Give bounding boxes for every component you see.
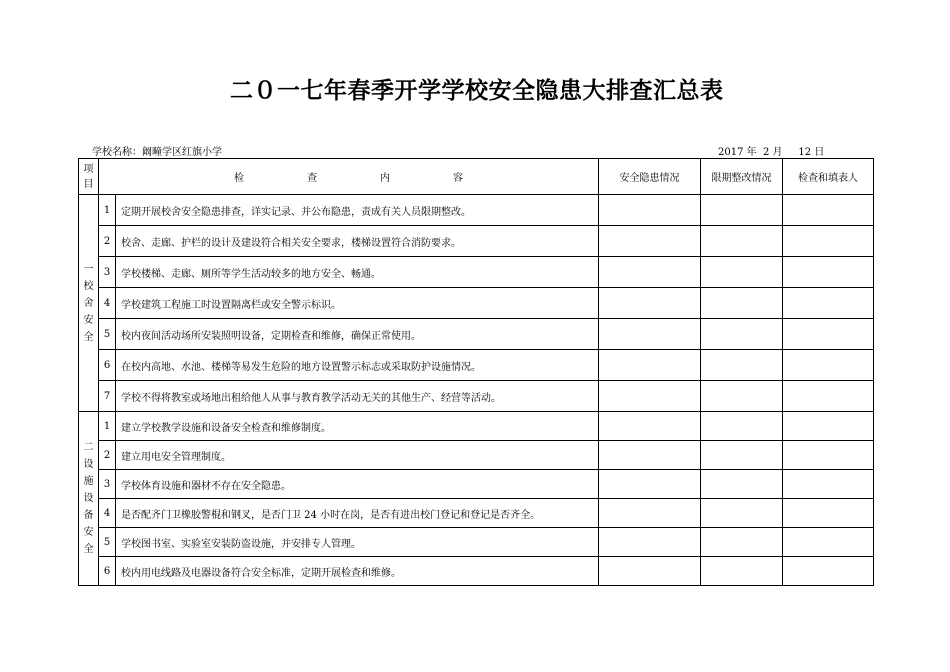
- item-number: 1: [99, 412, 116, 441]
- hazard-cell[interactable]: [599, 257, 701, 288]
- item-number: 6: [99, 557, 116, 586]
- table-row: [79, 441, 874, 470]
- item-text: 学校不得将教室或场地出租给他人从事与教育教学活动无关的其他生产、经营等活动。: [116, 381, 599, 412]
- hazard-cell[interactable]: [599, 350, 701, 381]
- hazard-cell[interactable]: [599, 226, 701, 257]
- section-label-char: 设: [83, 459, 94, 470]
- header-project: [79, 159, 99, 195]
- item-number: 1: [99, 195, 116, 226]
- section-label-char: 安: [83, 314, 94, 326]
- report-date: 2017 年 2 月 12 日: [718, 147, 825, 158]
- inspection-table: [78, 158, 874, 586]
- table-row: [79, 499, 874, 528]
- section-label-char: 全: [83, 331, 94, 343]
- item-number: 2: [99, 441, 116, 470]
- page-title: 二０一七年春季开学学校安全隐患大排查汇总表: [230, 77, 724, 104]
- inspector-cell[interactable]: [783, 226, 874, 257]
- deadline-cell[interactable]: [701, 441, 783, 470]
- item-number: 7: [99, 381, 116, 412]
- inspector-cell[interactable]: [783, 557, 874, 586]
- item-text: 学校楼梯、走廊、厕所等学生活动较多的地方安全、畅通。: [116, 257, 599, 288]
- hazard-cell[interactable]: [599, 557, 701, 586]
- item-number: 4: [99, 288, 116, 319]
- item-text: 在校内高地、水池、楼梯等易发生危险的地方设置警示标志或采取防护设施情况。: [116, 350, 599, 381]
- item-text: 学校建筑工程施工时设置隔离栏或安全警示标识。: [116, 288, 599, 319]
- item-text: 校内用电线路及电器设备符合安全标准，定期开展检查和维修。: [116, 557, 599, 586]
- hazard-cell[interactable]: [599, 470, 701, 499]
- hazard-cell[interactable]: [599, 319, 701, 350]
- item-number: 3: [99, 257, 116, 288]
- inspector-cell[interactable]: [783, 195, 874, 226]
- deadline-cell[interactable]: [701, 381, 783, 412]
- deadline-cell[interactable]: [701, 288, 783, 319]
- section-label-char: 舍: [83, 297, 94, 309]
- inspector-cell[interactable]: [783, 441, 874, 470]
- inspector-cell[interactable]: [783, 470, 874, 499]
- table-row: [79, 528, 874, 557]
- section-label: [79, 195, 99, 412]
- inspector-cell[interactable]: [783, 350, 874, 381]
- hazard-cell[interactable]: [599, 195, 701, 226]
- section-label-char: 全: [83, 544, 94, 555]
- item-text: 学校体育设施和器材不存在安全隐患。: [116, 470, 599, 499]
- deadline-cell[interactable]: [701, 499, 783, 528]
- item-number: 5: [99, 319, 116, 350]
- table-row: [79, 350, 874, 381]
- deadline-cell[interactable]: [701, 412, 783, 441]
- section-label-char: 安: [83, 527, 94, 538]
- hazard-cell[interactable]: [599, 499, 701, 528]
- item-text: 建立用电安全管理制度。: [116, 441, 599, 470]
- section-label-char: 一: [83, 263, 94, 275]
- section-label-char: 设: [83, 493, 94, 504]
- item-number: 2: [99, 226, 116, 257]
- item-number: 5: [99, 528, 116, 557]
- section-label: [79, 412, 99, 586]
- table-row: [79, 557, 874, 586]
- header-content-char: 容: [453, 173, 463, 184]
- item-text: 学校图书室、实验室安装防盗设施，并安排专人管理。: [116, 528, 599, 557]
- deadline-cell[interactable]: [701, 257, 783, 288]
- item-text: 建立学校教学设施和设备安全检查和维修制度。: [116, 412, 599, 441]
- header-content-char: 查: [307, 173, 317, 184]
- inspector-cell[interactable]: [783, 257, 874, 288]
- deadline-cell[interactable]: [701, 195, 783, 226]
- deadline-cell[interactable]: [701, 528, 783, 557]
- item-number: 4: [99, 499, 116, 528]
- section-label-char: 校: [83, 280, 94, 292]
- item-text: 是否配齐门卫橡胶警棍和钢叉，是否门卫 24 小时在岗，是否有进出校门登记和登记是否齐全。: [116, 499, 599, 528]
- deadline-cell[interactable]: [701, 319, 783, 350]
- header-deadline: 限期整改情况: [701, 159, 783, 195]
- table-row: [79, 257, 874, 288]
- section-label-char: 二: [83, 442, 94, 453]
- deadline-cell[interactable]: [701, 350, 783, 381]
- header-project-char: 目: [83, 178, 94, 190]
- inspector-cell[interactable]: [783, 288, 874, 319]
- header-content: [99, 159, 599, 195]
- hazard-cell[interactable]: [599, 412, 701, 441]
- inspector-cell[interactable]: [783, 528, 874, 557]
- inspector-cell[interactable]: [783, 499, 874, 528]
- inspector-cell[interactable]: [783, 319, 874, 350]
- header-project-char: 项: [83, 163, 94, 175]
- hazard-cell[interactable]: [599, 381, 701, 412]
- item-number: 3: [99, 470, 116, 499]
- header-hazard: 安全隐患情况: [599, 159, 701, 195]
- hazard-cell[interactable]: [599, 288, 701, 319]
- item-text: 定期开展校舍安全隐患排查，详实记录、并公布隐患，责成有关人员限期整改。: [116, 195, 599, 226]
- hazard-cell[interactable]: [599, 441, 701, 470]
- section-label-char: 施: [83, 476, 94, 487]
- deadline-cell[interactable]: [701, 226, 783, 257]
- table-row: [79, 319, 874, 350]
- inspector-cell[interactable]: [783, 412, 874, 441]
- header-content-char: 内: [380, 173, 390, 184]
- school-name: 学校名称：阚疃学区红旗小学: [92, 147, 222, 158]
- section-label-char: 备: [83, 510, 94, 521]
- table-row: [79, 195, 874, 226]
- hazard-cell[interactable]: [599, 528, 701, 557]
- table-row: [79, 412, 874, 441]
- deadline-cell[interactable]: [701, 470, 783, 499]
- item-text: 校内夜间活动场所安装照明设备，定期检查和维修，确保正常使用。: [116, 319, 599, 350]
- header-inspector: 检查和填表人: [783, 159, 874, 195]
- table-row: [79, 226, 874, 257]
- deadline-cell[interactable]: [701, 557, 783, 586]
- table-row: [79, 470, 874, 499]
- item-text: 校舍、走廊、护栏的设计及建设符合相关安全要求，楼梯设置符合消防要求。: [116, 226, 599, 257]
- inspector-cell[interactable]: [783, 381, 874, 412]
- header-content-char: 检: [234, 173, 244, 184]
- table-row: [79, 381, 874, 412]
- item-number: 6: [99, 350, 116, 381]
- table-row: [79, 288, 874, 319]
